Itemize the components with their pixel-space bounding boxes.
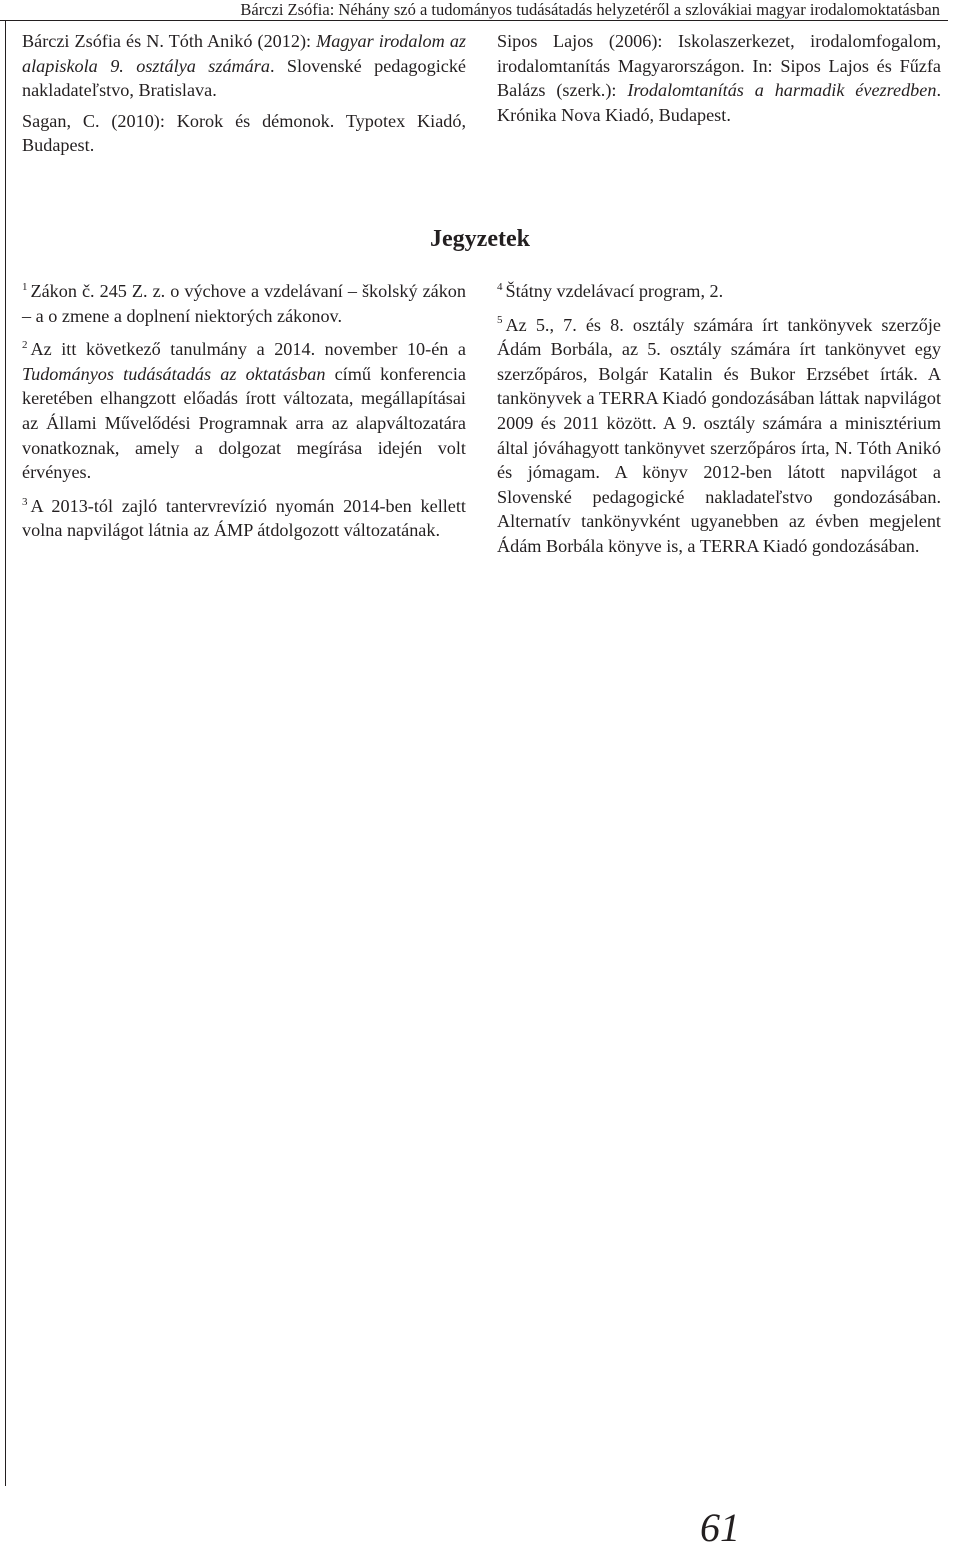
footnote-text: Az 5., 7. és 8. osztály számára írt tankönyvek szerzője Ádám Borbála, az 5. osztály számára írt tankönyvet egy szerzőpáros, Bolgár Katalin és Bukor Erzsébet írták. A tankönyvek a TERRA Kiadó gondozásában láttak napvilágot 2009 és 2011 között. A 9. osztály számára a minisztérium által jóváhagyott tankönyvet szerzőpáros írta, N. Tóth Anikó és jómagam. A könyv 2012-ben látott napvilágot a Slovenské pedagogické nakladateľstvo gondozásában. Alternatív tankönyvként ugyanebben az évben megjelent Ádám Borbála könyve is, a TERRA Kiadó gondozásában. bbox=[497, 314, 941, 556]
footnote-text: Az itt következő tanulmány a 2014. november 10-én a bbox=[30, 339, 466, 360]
reference-text: Bárczi Zsófia és N. Tóth Anikó (2012): bbox=[22, 31, 317, 51]
footnote bbox=[497, 279, 941, 304]
footnote-number: 3 bbox=[22, 495, 28, 508]
footnote-number: 4 bbox=[497, 280, 503, 293]
notes-heading: Jegyzetek bbox=[430, 226, 530, 252]
reference-entry bbox=[497, 29, 941, 127]
footnote-number: 1 bbox=[22, 280, 28, 293]
reference-text: Sipos Lajos (2006): Iskolaszerkezet, irodalomfogalom, irodalomtanítás Magyarországon. In: Sipos Lajos és Fűzfa Balázs (szerk.): bbox=[497, 31, 941, 101]
header-rule bbox=[0, 20, 948, 21]
footnote-text: Zákon č. 245 Z. z. o výchove a vzdelávaní – školský zákon – a o zmene a doplnení niektorých zákonov. bbox=[22, 281, 466, 326]
running-head: Bárczi Zsófia: Néhány szó a tudományos tudásátadás helyzetéről a szlovákiai magyar irodalomoktatásban bbox=[240, 0, 940, 19]
reference-text: Sagan, C. (2010): Korok és démonok. Typotex Kiadó, Budapest. bbox=[22, 110, 466, 156]
footnote bbox=[22, 279, 466, 328]
reference-entry bbox=[22, 109, 466, 158]
footnote bbox=[497, 313, 941, 559]
notes-left-column bbox=[22, 279, 466, 552]
footnote-text-end: című konferencia keretében elhangzott előadás írott változata, megállapításai az Állami Művelődési Programnak arra az alapváltozatára vonatkoznak, amely a dolgozat megírása idején volt érvényes. bbox=[22, 363, 466, 483]
footnote-number: 2 bbox=[22, 339, 28, 352]
references-left-column bbox=[22, 29, 466, 158]
reference-title: Irodalomtanítás a harmadik évezredben bbox=[627, 80, 937, 101]
footnote bbox=[22, 337, 466, 485]
reference-text-end: . Slovenské pedagogické nakladateľstvo, Bratislava. bbox=[22, 55, 467, 101]
reference-text-end: . Krónika Nova Kiadó, Budapest. bbox=[497, 80, 941, 125]
notes-right-column bbox=[497, 279, 941, 568]
footnote-text: Štátny vzdelávací program, 2. bbox=[505, 281, 724, 301]
reference-title: Magyar irodalom az alapiskola 9. osztálya számára bbox=[22, 31, 466, 76]
references-right-column bbox=[497, 29, 941, 127]
reference-entry bbox=[22, 29, 466, 103]
footnote-title: Tudományos tudásátadás az oktatásban bbox=[22, 363, 326, 384]
footnote-text: A 2013-tól zajló tantervrevízió nyomán 2014-ben kellett volna napvilágot látnia az ÁMP átdolgozott változatának. bbox=[22, 495, 466, 541]
footnote-number: 5 bbox=[497, 314, 503, 327]
footnote bbox=[22, 494, 466, 543]
page-number: 61 bbox=[700, 1505, 740, 1550]
